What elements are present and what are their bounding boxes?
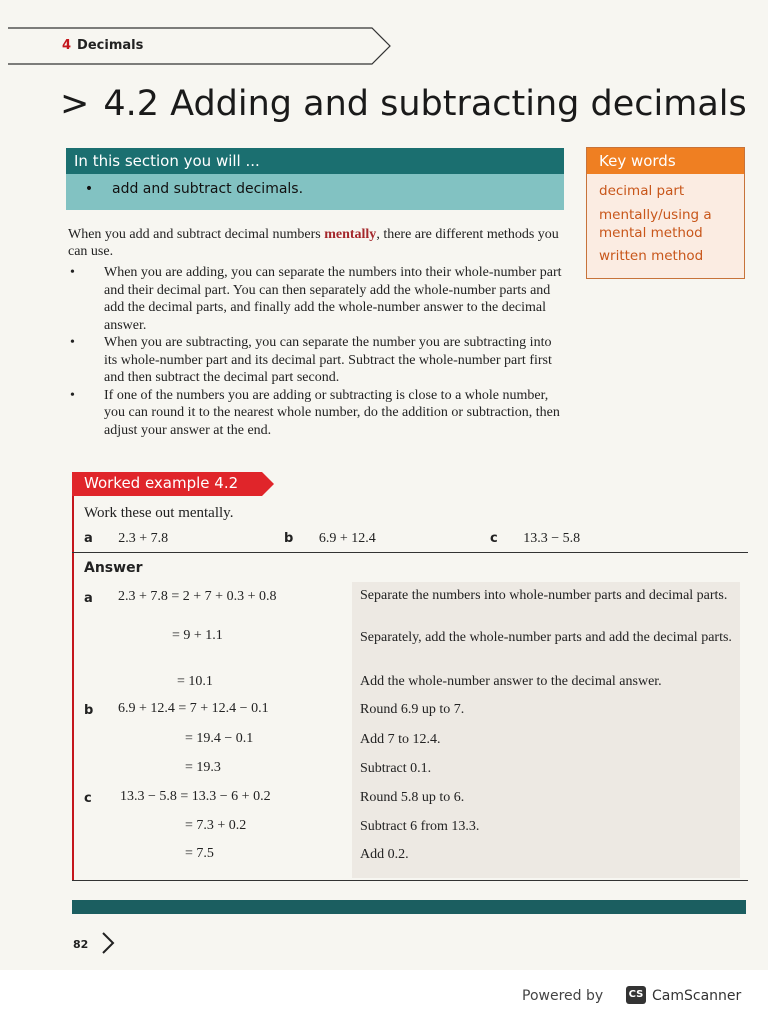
question-label: a [84, 531, 93, 546]
chevron-right-icon [100, 930, 116, 956]
explanation-note: Separately, add the whole-number parts and add the decimal parts. [360, 630, 732, 645]
camscanner-logo-icon: CS [626, 986, 646, 1004]
method-item: • If one of the numbers you are adding or subtracting is close to a whole number, you can round it to the nearest whole number, do the addition or subtraction, then adjust your answer at the end. [68, 387, 568, 440]
key-word-item: decimal part [599, 183, 685, 199]
part-label: c [84, 791, 92, 806]
worked-example-prompt: Work these out mentally. [84, 505, 234, 521]
in-this-section-box [66, 148, 564, 210]
key-word-item: mental method [599, 225, 703, 241]
working-step: 13.3 − 5.8 = 13.3 − 6 + 0.2 [120, 789, 271, 804]
paragraph-text: , there are different methods you can use. [68, 227, 559, 259]
working-step: 6.9 + 12.4 = 7 + 12.4 − 0.1 [118, 701, 269, 716]
working-step: = 10.1 [177, 674, 213, 689]
key-words-heading: Key words [587, 148, 744, 174]
question-label: b [284, 531, 294, 546]
working-step: = 19.3 [185, 760, 221, 775]
working-step: = 7.5 [185, 846, 214, 861]
working-step: 2.3 + 7.8 = 2 + 7 + 0.3 + 0.8 [118, 589, 277, 604]
chevron-right-icon: > [60, 84, 90, 124]
chapter-heading [62, 38, 143, 53]
divider [72, 552, 748, 553]
working-step: = 7.3 + 0.2 [185, 818, 247, 833]
answer-heading: Answer [84, 560, 143, 576]
explanation-note: Add 0.2. [360, 847, 409, 862]
question-expression: 6.9 + 12.4 [318, 531, 376, 546]
key-word-item: mentally/using a [599, 207, 712, 223]
working-step: = 9 + 1.1 [172, 628, 223, 643]
method-item: • When you are adding, you can separate the numbers into their whole-number part and their decimal part. You can then separately add the whole-number parts and add the decimal parts, and finally add the whole-number answer to the decimal answer. [68, 264, 568, 334]
section-title-text: 4.2 Adding and subtracting decimals [103, 84, 747, 124]
explanation-note: Separate the numbers into whole-number parts and decimal parts. [360, 588, 728, 603]
explanation-note: Add the whole-number answer to the decimal answer. [360, 674, 662, 689]
question-label: c [490, 531, 498, 546]
page-number: 82 [73, 938, 89, 951]
method-list [68, 264, 568, 439]
key-word-item: written method [599, 248, 704, 264]
chapter-title: Decimals [77, 38, 144, 53]
worked-example-title: Worked example 4.2 [84, 474, 239, 492]
explanation-note: Round 6.9 up to 7. [360, 702, 465, 717]
part-label: a [84, 591, 93, 606]
working-step: = 19.4 − 0.1 [185, 731, 254, 746]
in-this-section-heading: In this section you will ... [66, 148, 564, 174]
in-this-section-item [66, 174, 564, 210]
question-a [84, 531, 168, 547]
explanation-note: Subtract 6 from 13.3. [360, 819, 480, 834]
explanation-note: Add 7 to 12.4. [360, 732, 441, 747]
question-expression: 2.3 + 7.8 [118, 531, 169, 546]
powered-by-text: Powered by [522, 988, 604, 1004]
in-this-section-text: add and subtract decimals. [112, 181, 304, 197]
bullet-icon: • [84, 181, 94, 197]
method-item: • When you are subtracting, you can separate the number you are subtracting into its whole-number part and its decimal part. Subtract the whole-number part first and then subtract the decimal part second. [68, 334, 568, 387]
question-c [490, 531, 580, 547]
paragraph-text: When you add and subtract decimal numbers [68, 227, 325, 242]
intro-paragraph [68, 226, 568, 260]
page-footer-bar [72, 900, 746, 914]
explanation-note: Subtract 0.1. [360, 761, 432, 776]
explanation-note: Round 5.8 up to 6. [360, 790, 465, 805]
question-b [284, 531, 376, 547]
chapter-number: 4 [62, 38, 72, 53]
key-word-highlight: mentally [324, 227, 377, 242]
key-words-box [586, 147, 745, 279]
divider [72, 880, 748, 881]
camscanner-name: CamScanner [652, 988, 742, 1004]
part-label: b [84, 703, 94, 718]
question-expression: 13.3 − 5.8 [523, 531, 581, 546]
section-title [60, 84, 747, 124]
